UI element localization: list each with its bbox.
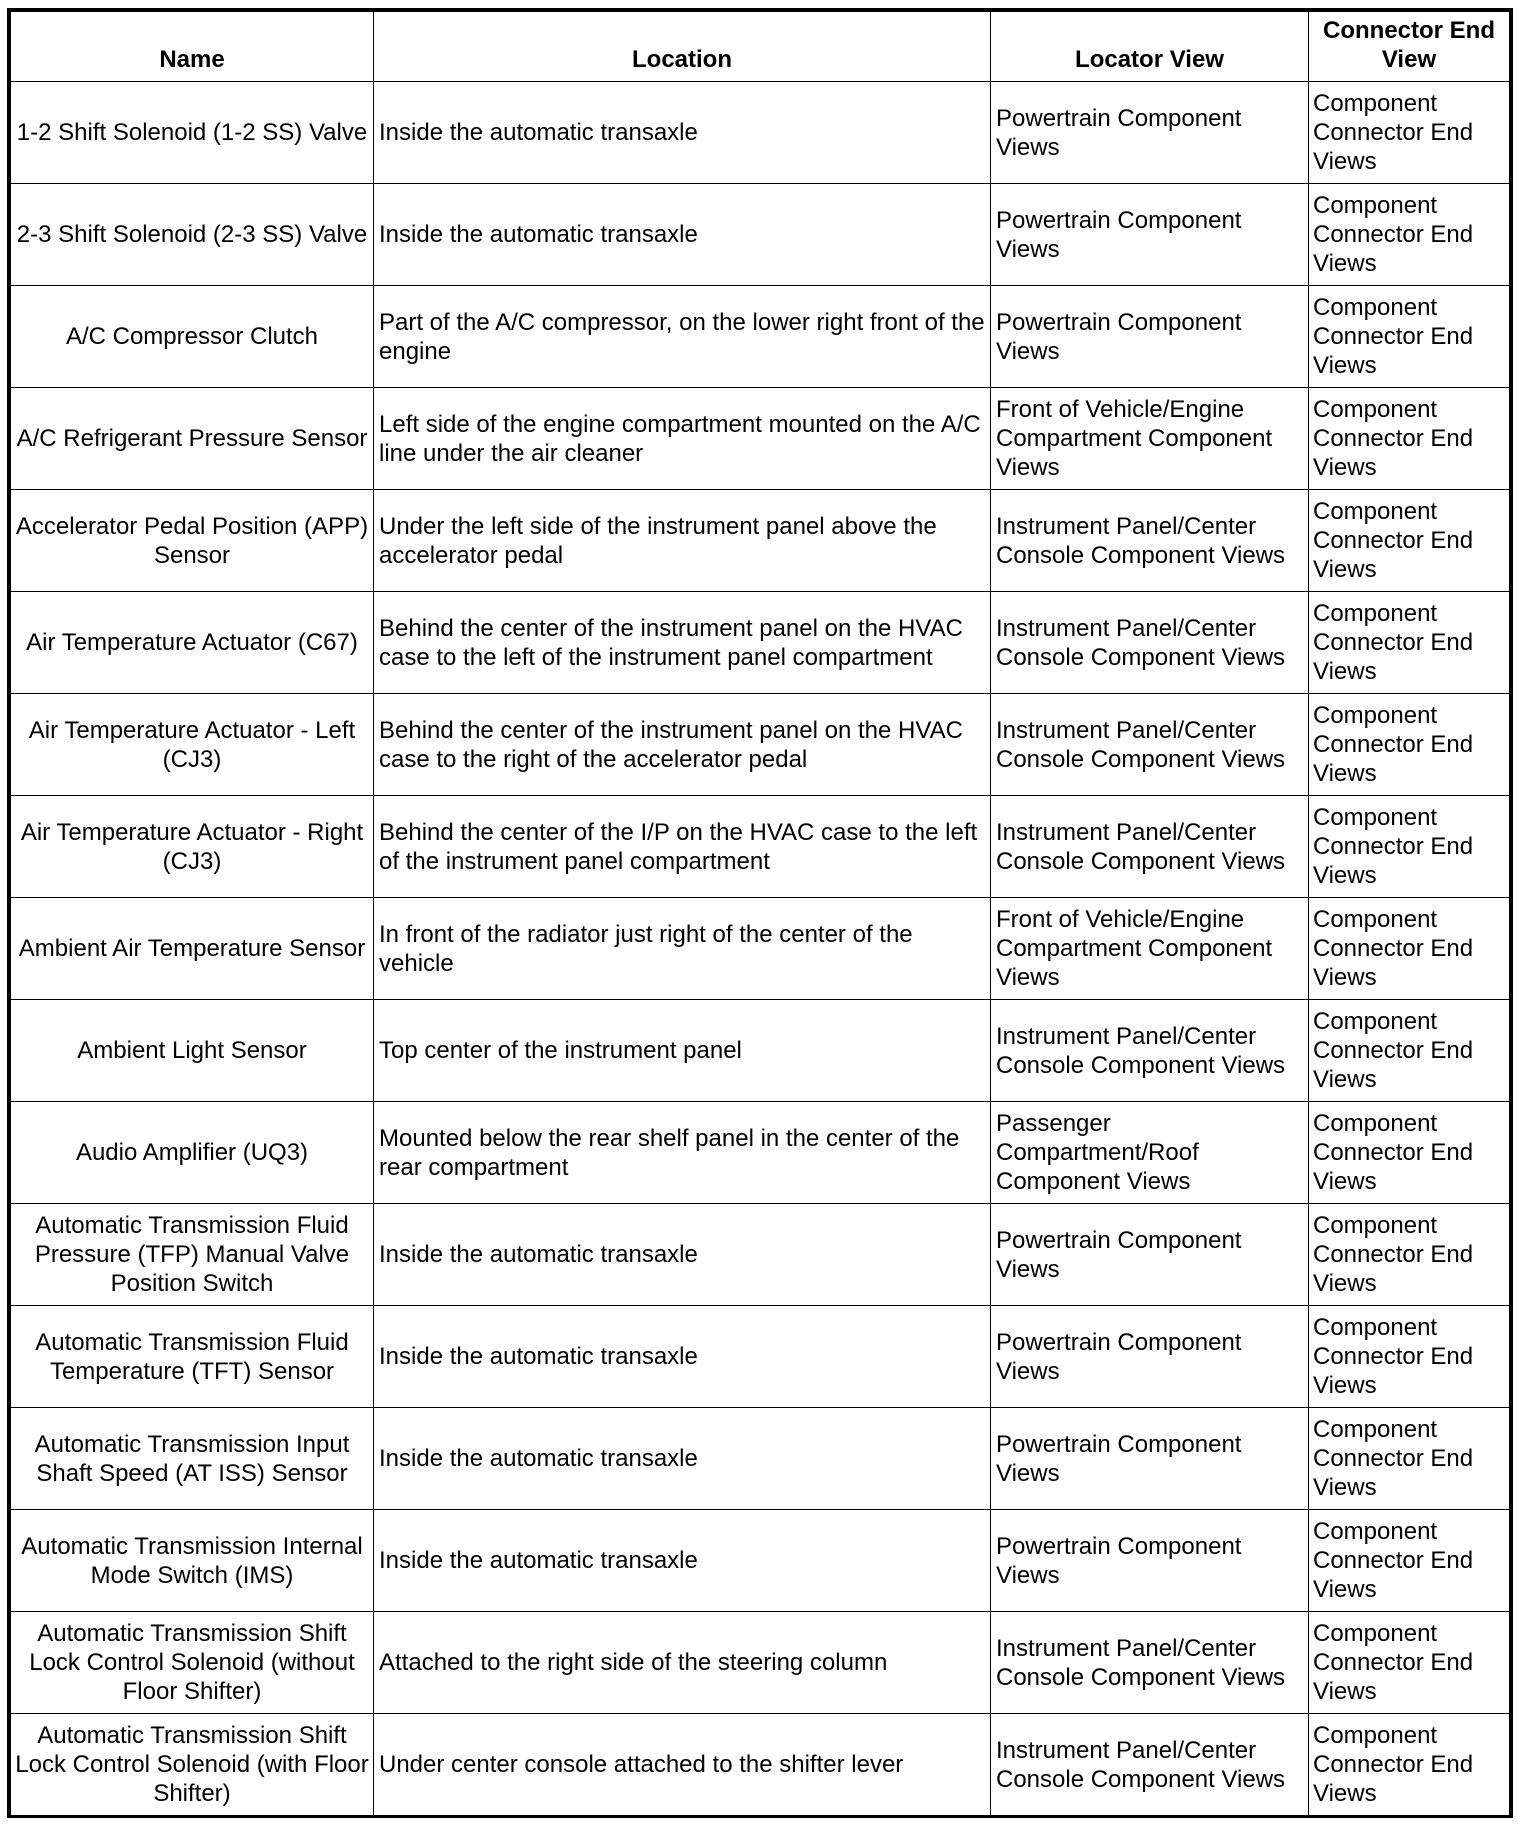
cell-location: Inside the automatic transaxle	[374, 1510, 991, 1612]
cell-location: Inside the automatic transaxle	[374, 82, 991, 184]
cell-locator-view: Front of Vehicle/Engine Compartment Component Views	[991, 898, 1309, 1000]
cell-location: Behind the center of the instrument panel on the HVAC case to the right of the accelerator pedal	[374, 694, 991, 796]
cell-locator-view: Powertrain Component Views	[991, 1408, 1309, 1510]
cell-locator-view: Instrument Panel/Center Console Component Views	[991, 694, 1309, 796]
cell-location: Behind the center of the instrument panel on the HVAC case to the left of the instrument panel compartment	[374, 592, 991, 694]
cell-connector-end-view: Component Connector End Views	[1309, 898, 1510, 1000]
cell-name: Automatic Transmission Shift Lock Control Solenoid (without Floor Shifter)	[11, 1612, 374, 1714]
cell-connector-end-view: Component Connector End Views	[1309, 490, 1510, 592]
table-row	[11, 1204, 1510, 1306]
cell-connector-end-view: Component Connector End Views	[1309, 286, 1510, 388]
table-row	[11, 592, 1510, 694]
cell-locator-view: Powertrain Component Views	[991, 1306, 1309, 1408]
cell-name: Audio Amplifier (UQ3)	[11, 1102, 374, 1204]
cell-connector-end-view: Component Connector End Views	[1309, 694, 1510, 796]
cell-location: Mounted below the rear shelf panel in the center of the rear compartment	[374, 1102, 991, 1204]
cell-name: 2-3 Shift Solenoid (2-3 SS) Valve	[11, 184, 374, 286]
table-row	[11, 694, 1510, 796]
table-row	[11, 1612, 1510, 1714]
cell-connector-end-view: Component Connector End Views	[1309, 1612, 1510, 1714]
cell-name: Ambient Light Sensor	[11, 1000, 374, 1102]
table-row	[11, 388, 1510, 490]
cell-connector-end-view: Component Connector End Views	[1309, 796, 1510, 898]
table-row	[11, 1000, 1510, 1102]
cell-locator-view: Powertrain Component Views	[991, 286, 1309, 388]
table-row	[11, 1408, 1510, 1510]
table-row	[11, 490, 1510, 592]
cell-location: Inside the automatic transaxle	[374, 1408, 991, 1510]
cell-locator-view: Instrument Panel/Center Console Component Views	[991, 1000, 1309, 1102]
cell-locator-view: Instrument Panel/Center Console Component Views	[991, 592, 1309, 694]
cell-location: Part of the A/C compressor, on the lower right front of the engine	[374, 286, 991, 388]
cell-name: Air Temperature Actuator - Right (CJ3)	[11, 796, 374, 898]
cell-connector-end-view: Component Connector End Views	[1309, 1306, 1510, 1408]
cell-locator-view: Powertrain Component Views	[991, 184, 1309, 286]
cell-locator-view: Instrument Panel/Center Console Component Views	[991, 1714, 1309, 1816]
cell-connector-end-view: Component Connector End Views	[1309, 1510, 1510, 1612]
cell-name: A/C Compressor Clutch	[11, 286, 374, 388]
table-row	[11, 898, 1510, 1000]
cell-name: Automatic Transmission Input Shaft Speed (AT ISS) Sensor	[11, 1408, 374, 1510]
cell-name: Air Temperature Actuator - Left (CJ3)	[11, 694, 374, 796]
cell-name: Automatic Transmission Internal Mode Switch (IMS)	[11, 1510, 374, 1612]
header-connector-end-view: Connector End View	[1309, 12, 1510, 82]
cell-name: A/C Refrigerant Pressure Sensor	[11, 388, 374, 490]
cell-locator-view: Front of Vehicle/Engine Compartment Component Views	[991, 388, 1309, 490]
cell-location: In front of the radiator just right of the center of the vehicle	[374, 898, 991, 1000]
cell-location: Top center of the instrument panel	[374, 1000, 991, 1102]
cell-name: Accelerator Pedal Position (APP) Sensor	[11, 490, 374, 592]
cell-connector-end-view: Component Connector End Views	[1309, 1714, 1510, 1816]
component-locator-document	[7, 8, 1513, 1818]
cell-name: Air Temperature Actuator (C67)	[11, 592, 374, 694]
header-locator-view: Locator View	[991, 12, 1309, 82]
cell-location: Attached to the right side of the steering column	[374, 1612, 991, 1714]
cell-connector-end-view: Component Connector End Views	[1309, 388, 1510, 490]
header-name: Name	[11, 12, 374, 82]
header-location: Location	[374, 12, 991, 82]
cell-location: Inside the automatic transaxle	[374, 1306, 991, 1408]
cell-location: Left side of the engine compartment mounted on the A/C line under the air cleaner	[374, 388, 991, 490]
cell-location: Inside the automatic transaxle	[374, 1204, 991, 1306]
component-locator-table	[10, 11, 1510, 1816]
cell-locator-view: Instrument Panel/Center Console Component Views	[991, 796, 1309, 898]
cell-connector-end-view: Component Connector End Views	[1309, 184, 1510, 286]
cell-locator-view: Powertrain Component Views	[991, 82, 1309, 184]
table-row	[11, 1102, 1510, 1204]
table-row	[11, 184, 1510, 286]
table-row	[11, 82, 1510, 184]
cell-connector-end-view: Component Connector End Views	[1309, 82, 1510, 184]
table-row	[11, 1510, 1510, 1612]
cell-location: Inside the automatic transaxle	[374, 184, 991, 286]
cell-locator-view: Passenger Compartment/Roof Component Views	[991, 1102, 1309, 1204]
cell-location: Under the left side of the instrument panel above the accelerator pedal	[374, 490, 991, 592]
cell-name: Automatic Transmission Shift Lock Control Solenoid (with Floor Shifter)	[11, 1714, 374, 1816]
table-row	[11, 286, 1510, 388]
cell-connector-end-view: Component Connector End Views	[1309, 1000, 1510, 1102]
cell-connector-end-view: Component Connector End Views	[1309, 1408, 1510, 1510]
cell-locator-view: Powertrain Component Views	[991, 1204, 1309, 1306]
cell-locator-view: Instrument Panel/Center Console Component Views	[991, 1612, 1309, 1714]
table-row	[11, 1306, 1510, 1408]
cell-locator-view: Instrument Panel/Center Console Component Views	[991, 490, 1309, 592]
table-row	[11, 796, 1510, 898]
cell-location: Behind the center of the I/P on the HVAC case to the left of the instrument panel compartment	[374, 796, 991, 898]
table-row	[11, 1714, 1510, 1816]
cell-name: Ambient Air Temperature Sensor	[11, 898, 374, 1000]
cell-connector-end-view: Component Connector End Views	[1309, 1204, 1510, 1306]
cell-connector-end-view: Component Connector End Views	[1309, 592, 1510, 694]
cell-name: Automatic Transmission Fluid Pressure (TFP) Manual Valve Position Switch	[11, 1204, 374, 1306]
cell-connector-end-view: Component Connector End Views	[1309, 1102, 1510, 1204]
cell-location: Under center console attached to the shifter lever	[374, 1714, 991, 1816]
cell-locator-view: Powertrain Component Views	[991, 1510, 1309, 1612]
cell-name: Automatic Transmission Fluid Temperature (TFT) Sensor	[11, 1306, 374, 1408]
table-header-row	[11, 12, 1510, 82]
cell-name: 1-2 Shift Solenoid (1-2 SS) Valve	[11, 82, 374, 184]
